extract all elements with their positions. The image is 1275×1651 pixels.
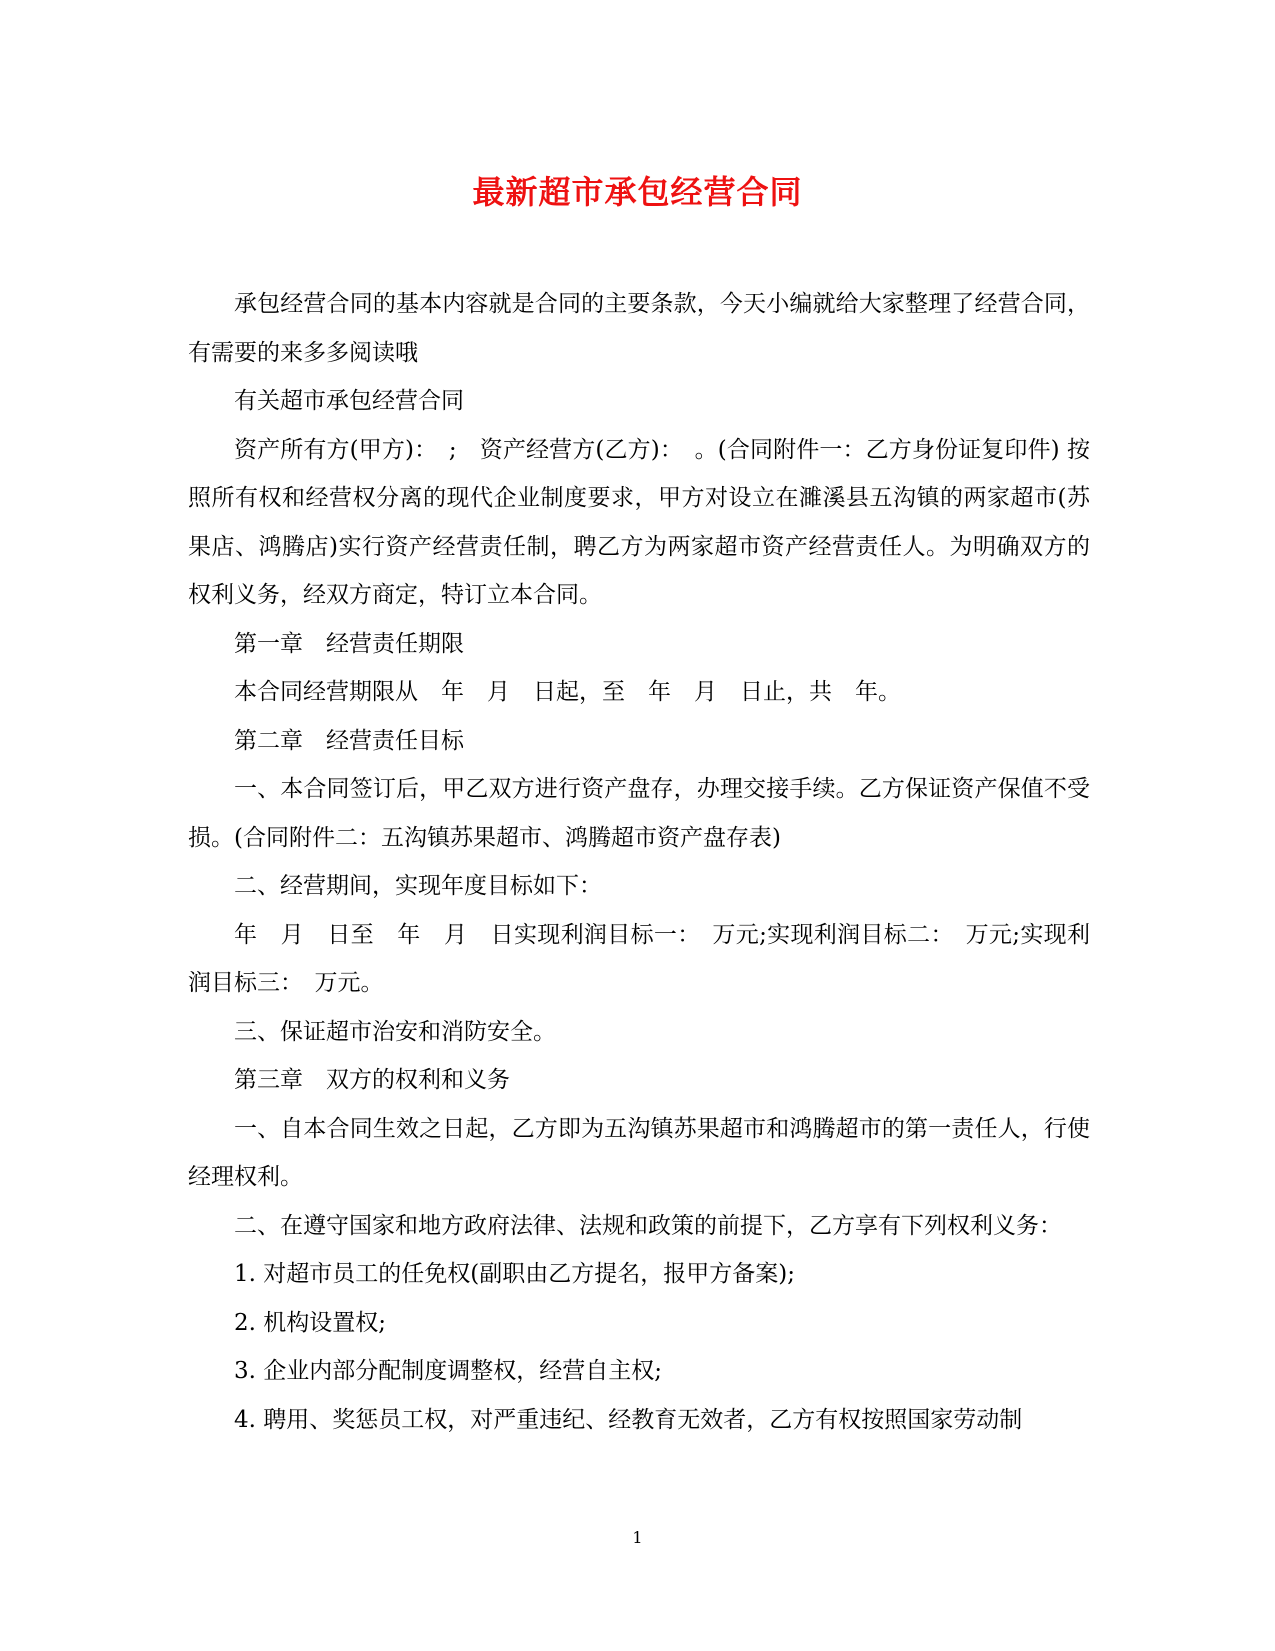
list-item-2: 2. 机构设置权; [234, 1309, 387, 1336]
list-item-1: 1. 对超市员工的任免权(副职由乙方提名，报甲方备案); [234, 1261, 795, 1287]
paragraph-responsibility: 一、自本合同生效之日起，乙方即为五沟镇苏果超市和鸿腾超市的第一责任人，行使经理权利。 [188, 1115, 1090, 1190]
paragraph-subtitle: 有关超市承包经营合同 [234, 388, 464, 414]
paragraph-intro: 承包经营合同的基本内容就是合同的主要条款，今天小编就给大家整理了经营合同，有需要的来多多阅读哦 [188, 291, 1090, 366]
document-body [188, 280, 1090, 1444]
paragraph-safety: 三、保证超市治安和消防安全。 [234, 1018, 556, 1045]
chapter-3-heading: 第三章 双方的权利和义务 [234, 1067, 510, 1093]
list-item-4: 4. 聘用、奖惩员工权，对严重违纪、经教育无效者，乙方有权按照国家劳动制 [234, 1406, 1023, 1433]
chapter-2-heading: 第二章 经营责任目标 [234, 727, 464, 754]
list-item-3: 3. 企业内部分配制度调整权，经营自主权; [234, 1358, 663, 1384]
paragraph-rights: 二、在遵守国家和地方政府法律、法规和政策的前提下，乙方享有下列权利义务： [234, 1212, 1062, 1239]
paragraph-inventory: 一、本合同签订后，甲乙双方进行资产盘存，办理交接手续。乙方保证资产保值不受损。(合同附件二：五沟镇苏果超市、鸿腾超市资产盘存表) [188, 776, 1090, 851]
chapter-1-heading: 第一章 经营责任期限 [234, 630, 464, 657]
page-number: 1 [632, 1528, 643, 1547]
paragraph-term: 本合同经营期限从 年 月 日起，至 年 月 日止，共 年。 [234, 679, 901, 705]
paragraph-annual-targets: 二、经营期间，实现年度目标如下： [234, 873, 602, 899]
paragraph-profit-targets: 年 月 日至 年 月 日实现利润目标一： 万元;实现利润目标二： 万元;实现利润目标三： 万元。 [188, 921, 1090, 996]
paragraph-parties: 资产所有方(甲方)： ; 资产经营方(乙方)： 。(合同附件一：乙方身份证复印件) 按照所有权和经营权分离的现代企业制度要求，甲方对设立在濉溪县五沟镇的两家超市(苏果店、鸿腾店)实行资产经营责任制，聘乙方为两家超市资产经营责任人。为明确双方的权利义务，经双方商定，特订立本合同。 [188, 436, 1090, 608]
document-title: 最新超市承包经营合同 [472, 173, 803, 211]
